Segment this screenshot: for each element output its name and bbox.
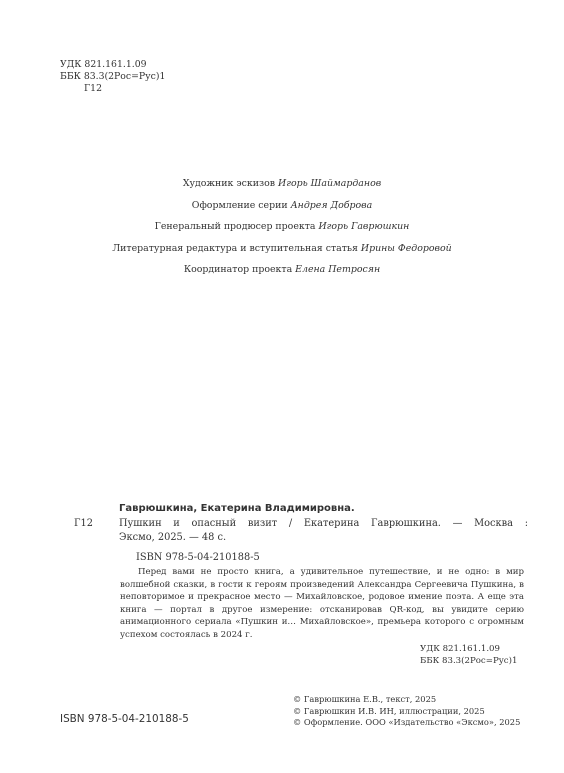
credit-line (0, 199, 564, 221)
catalog-author-mark: Г12 (74, 517, 93, 529)
annotation (120, 566, 524, 642)
credit-line (0, 220, 564, 242)
udk-code: УДК 821.161.1.09 (60, 59, 147, 70)
credit-role: Генеральный продюсер проекта (154, 221, 316, 232)
bbk-code: ББК 83.3(2Рос=Рус)1 (420, 656, 518, 666)
credit-name: Игорь Гаврюшкин (318, 221, 410, 232)
credit-name: Андрея Доброва (290, 199, 373, 211)
copyright-block (293, 694, 520, 729)
annotation-text: Перед вами не просто книга, а удивительное путешествие, и не одно: в мир волшебной сказки, в гости к героям произведений Александра Сергеевича Пушкина, в неповторимое и прекрасное место — Михайловское, родовое имение поэта. А еще эта книга — портал в другое измерение: отсканировав QR-код, вы увидите серию анимационного сериала «Пушкин и… Михайловское», премьера которого с огромным успехом состоялась в 2024 г. (120, 567, 524, 640)
copyright-line: © Гаврюшкина Е.В., текст, 2025 (293, 694, 437, 704)
catalog-author: Гаврюшкина, Екатерина Владимировна. (119, 503, 355, 514)
credit-role: Координатор проекта (183, 264, 293, 275)
isbn-number: ISBN 978-5-04-210188-5 (60, 713, 189, 725)
author-mark: Г12 (84, 83, 102, 94)
credit-line (0, 177, 564, 199)
classification-bottom (420, 643, 517, 667)
catalog-card (58, 502, 528, 565)
credit-line (0, 242, 564, 264)
catalog-isbn: ISBN 978-5-04-210188-5 (136, 551, 260, 563)
credit-name: Игорь Шаймарданов (278, 178, 382, 189)
udk-code: УДК 821.161.1.09 (420, 644, 500, 654)
bbk-code: ББК 83.3(2Рос=Рус)1 (60, 71, 166, 82)
copyright-line: © Гаврюшкин И.В. ИН, иллюстрации, 2025 (293, 705, 485, 716)
copyright-line: © Оформление. ООО «Издательство «Эксмо», 2025 (293, 717, 521, 728)
credit-role: Литературная редактура и вступительная статья (112, 242, 358, 254)
classification-top (60, 59, 165, 95)
catalog-title-line: Пушкин и опасный визит / Екатерина Гаврюшкина. — Москва : (119, 517, 528, 529)
credit-name: Ирины Федоровой (360, 242, 452, 254)
catalog-publisher-line: Эксмо, 2025. — 48 с. (119, 532, 227, 543)
credit-name: Елена Петросян (295, 264, 381, 275)
credit-line (0, 263, 564, 285)
credit-role: Художник эскизов (182, 178, 276, 189)
credits-block (0, 177, 564, 285)
catalog-title-row (58, 517, 528, 532)
credit-role: Оформление серии (191, 199, 288, 211)
